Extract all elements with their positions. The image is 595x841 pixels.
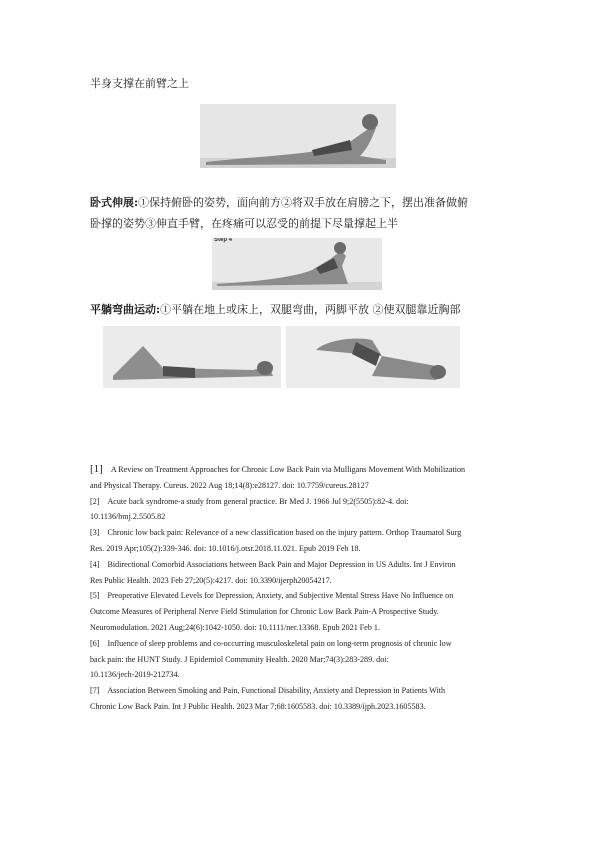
reference-item: [1] A Review on Treatment Approaches for Chronic Low Back Pain via Mulligans Movement With Mobilization and Physical Therapy. Cureus. 2022 Aug 18;14(8):e28127. doi: 10.7759/cureus.28127: [90, 463, 466, 490]
knees-bent-photo: [103, 326, 281, 388]
prone-extension-line2: 卧撑的姿势③伸直手臂，在疼痛可以忍受的前提下尽量撑起上半: [90, 217, 398, 230]
knees-to-chest-photo: [286, 326, 460, 388]
prone-extension-title: 卧式伸展:: [90, 196, 139, 209]
step-label: Step 4: [214, 238, 233, 243]
reference-item: [6] Influence of sleep problems and co-occurring musculoskeletal pain on long-term prognosis of chronic low back pain: the HUNT Study. J Epidemiol Community Health. 2020 Mar;74(3):283-289. doi: 10.1136/jech-2019-212734.: [90, 638, 452, 680]
reference-item: [4] Bidirectional Comorbid Associations between Back Pain and Major Depression in US Adults. Int J Environ Res Public Health. 2023 Feb 27;20(5):4217. doi: 10.3390/ijerph20054217.: [90, 559, 456, 585]
intro-text: 半身支撑在前臂之上: [90, 77, 189, 90]
references-list: [90, 462, 510, 715]
reference-item: [2] Acute back syndrome-a study from general practice. Br Med J. 1966 Jul 9;2(5505):82-4. doi: 10.1136/bmj.2.5505.82: [90, 496, 409, 522]
reference-item: [3] Chronic low back pain: Relevance of a new classification based on the injury pattern. Orthop Traumatol Surg Res. 2019 Apr;105(2):339-346. doi: 10.1016/j.otsr.2018.11.021. Epub 2019 Feb 18.: [90, 528, 462, 553]
supine-flexion-title: 平躺弯曲运动:: [90, 303, 161, 316]
press-up-photo: [212, 238, 382, 290]
prone-extension-line1: ①保持俯卧的姿势，面向前方②将双手放在肩膀之下，摆出准备做俯: [138, 196, 469, 209]
reference-item: [7] Association Between Smoking and Pain, Functional Disability, Anxiety and Depression in Patients With Chronic Low Back Pain. Int J Public Health. 2023 Mar 7;68:1605583. doi: 10.3389/ijph.2023.1605583.: [90, 686, 445, 711]
reference-item: [5] Preoperative Elevated Levels for Depression, Anxiety, and Subjective Mental Stress Have No Influence on Outcome Measures of Peripheral Nerve Field Stimulation for Chronic Low Back Pain-A Prospective Study. Neuromodulation. 2021 Aug;24(6):1042-1050. doi: 10.1111/ner.13368. Epub 2021 Feb 1.: [90, 591, 454, 632]
sphinx-pose-photo: [200, 104, 396, 168]
supine-flexion-line1: ①平躺在地上或床上，双腿弯曲，两脚平放 ②使双腿靠近胸部: [160, 303, 461, 316]
